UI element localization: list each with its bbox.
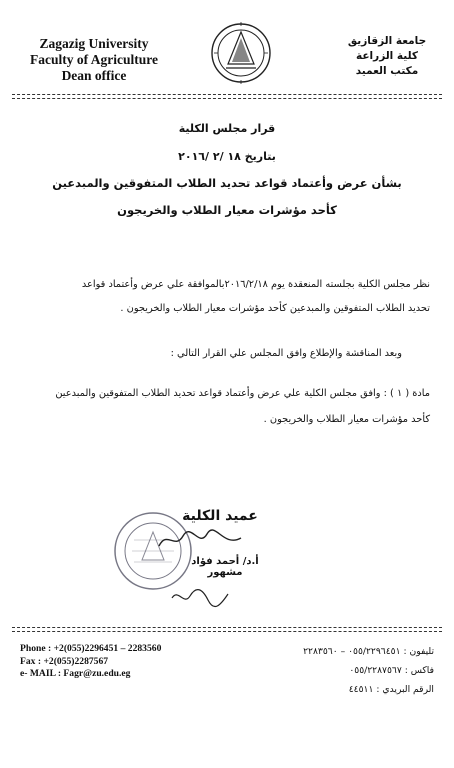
decision-subject-line2: كأحد مؤشرات معيار الطلاب والخريجون <box>117 203 337 217</box>
signature-flourish <box>170 586 230 608</box>
phone-ar: تليفون : ٠٥٥/٢٢٩٦٤٥١ – ٢٢٨٣٥٦٠ <box>303 646 434 657</box>
dean-name: أ.د/ أحمد فؤاد مشهور <box>191 556 259 578</box>
paragraph-1-line-1: نظر مجلس الكلية بجلسته المنعقدة يوم ٢٠١٦/٢/١٨بالموافقة علي عرض وأعتماد قواعد <box>81 279 430 290</box>
handwritten-signature <box>155 526 245 554</box>
paragraph-2: وبعد المناقشة والإطلاع وافق المجلس علي القرار التالي : <box>170 348 402 359</box>
article-1-line-2: كأحد مؤشرات معيار الطلاب والخريجون . <box>263 414 430 425</box>
email-en: e- MAIL : Fagr@zu.edu.eg <box>20 668 131 679</box>
paragraph-1-line-2: تحديد الطلاب المتفوقين والمبدعين كأحد مؤشرات معيار الطلاب والخريجون . <box>120 303 430 314</box>
decision-subject-line1: بشأن عرض وأعتماد قواعد تحديد الطلاب المتفوقين والمبدعين <box>52 176 402 190</box>
header-divider <box>12 94 442 95</box>
office-name-ar: مكتب العميد <box>355 65 419 77</box>
article-1-line-1: مادة ( ١ ) : وافق مجلس الكلية علي عرض وأعتماد قواعد تحديد الطلاب المتفوقين والمبدعين <box>55 388 430 399</box>
contact-english <box>20 643 161 681</box>
fax-en: Fax : +2(055)2287567 <box>20 655 109 667</box>
contact-arabic <box>234 642 434 699</box>
university-name-ar: جامعة الزقازيق <box>347 35 427 47</box>
fax-ar: فاكس : ٠٥٥/٢٢٨٧٥٦٧ <box>349 665 434 676</box>
dean-title: عميد الكلية <box>182 508 258 524</box>
faculty-name-en: Faculty of Agriculture <box>30 52 158 67</box>
footer-divider-2 <box>12 631 442 632</box>
signature-block <box>135 508 265 578</box>
office-name-en: Dean office <box>61 68 127 83</box>
english-letterhead <box>14 36 174 84</box>
footer-divider <box>12 627 442 628</box>
decision-date: بتاريخ ١٨ /٢ /٢٠١٦ <box>178 150 276 163</box>
header-divider-2 <box>12 98 442 99</box>
faculty-name-ar: كلية الزراعة <box>356 50 418 62</box>
university-logo <box>210 20 272 86</box>
university-name-en: Zagazig University <box>39 36 149 51</box>
phone-en: Phone : +2(055)2296451 – 2283560 <box>20 643 162 654</box>
postal-code-ar: الرقم البريدي : ٤٤٥١١ <box>348 684 434 695</box>
arabic-letterhead <box>332 34 442 79</box>
decision-title: قرار مجلس الكلية <box>178 122 276 135</box>
